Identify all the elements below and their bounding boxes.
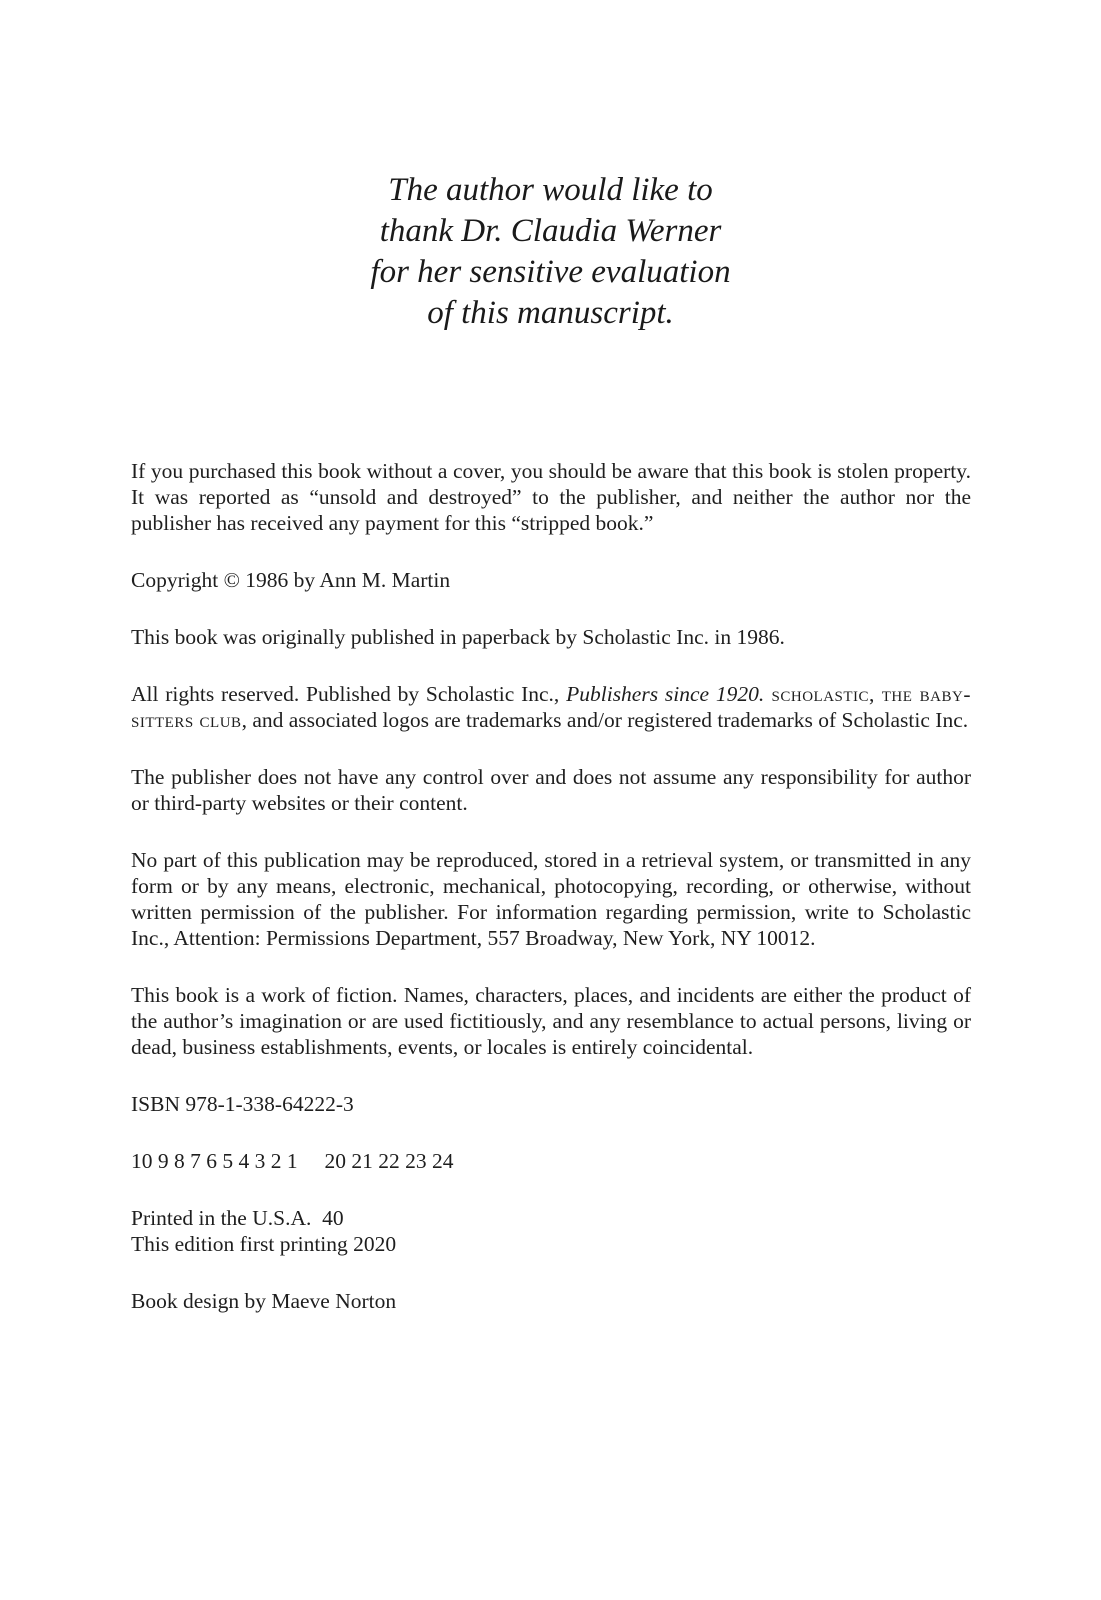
acknowledgment-line: of this manuscript. (427, 295, 674, 331)
rights-notice (131, 681, 971, 733)
printing-info (131, 1205, 971, 1257)
acknowledgment-line: The author would like to (388, 172, 713, 208)
stripped-book-notice: If you purchased this book without a cover, you should be aware that this book is stolen property. It was reported as “unsold and destroyed” to the publisher, and neither the author nor the publisher has received any payment for this “stripped book.” (131, 459, 971, 535)
acknowledgment (0, 170, 1101, 334)
isbn: ISBN 978-1-338-64222-3 (131, 1092, 354, 1116)
printed-in-line: Printed in the U.S.A. 40 (131, 1206, 344, 1230)
acknowledgment-line: thank Dr. Claudia Werner (379, 213, 722, 249)
copyright-notices (131, 458, 971, 1345)
acknowledgment-line: for her sensitive evaluation (370, 254, 731, 290)
printing-line: 10 9 8 7 6 5 4 3 2 1 20 21 22 23 24 (131, 1149, 454, 1173)
edition-line: This edition first printing 2020 (131, 1232, 397, 1256)
original-publication-line: This book was originally published in paperback by Scholastic Inc. in 1986. (131, 625, 785, 649)
publishers-since-text: Publishers since 1920. (566, 682, 765, 706)
trademark-scholastic: scholastic, (764, 682, 875, 706)
fiction-disclaimer: This book is a work of fiction. Names, characters, places, and incidents are either the product of the author’s imagination or are used fictitiously, and any resemblance to actual persons, living or dead, business establishments, events, or locales is entirely coincidental. (131, 983, 971, 1059)
rights-text-continued: , and associated logos are trademarks and/or registered trademarks of Scholastic Inc. (241, 708, 969, 732)
reproduction-notice: No part of this publication may be reproduced, stored in a retrieval system, or transmitted in any form or by any means, electronic, mechanical, photocopying, recording, or otherwise, without written permission of the publisher. For information regarding permission, write to Scholastic Inc., Attention: Permissions Department, 557 Broadway, New York, NY 10012. (131, 848, 971, 950)
rights-text: All rights reserved. Published by Scholastic Inc., (131, 682, 567, 706)
book-design-credit: Book design by Maeve Norton (131, 1289, 397, 1313)
copyright-line: Copyright © 1986 by Ann M. Martin (131, 568, 451, 592)
websites-disclaimer: The publisher does not have any control over and does not assume any responsibility for author or third-party websites or their content. (131, 765, 971, 815)
trademark-baby-sitters-club: the baby-sitters club (131, 682, 972, 732)
